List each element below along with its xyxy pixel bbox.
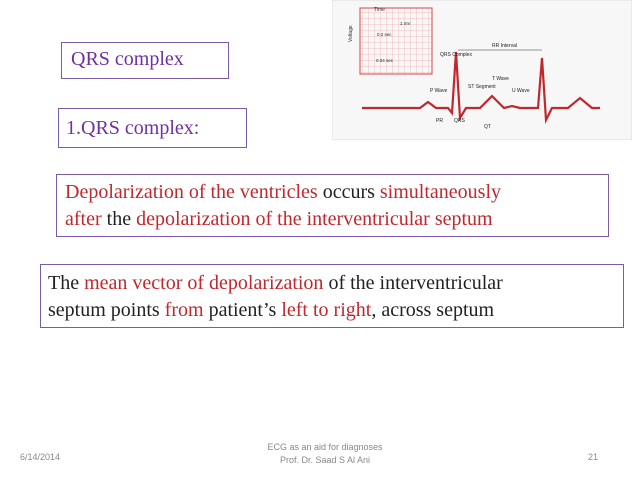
depolarization-text-box	[56, 174, 609, 237]
slide-title-box	[61, 42, 229, 79]
ecg-st-label: ST Segment	[468, 84, 496, 90]
footer-center-line2: Prof. Dr. Saad S Al Ani	[279, 455, 371, 465]
para1-span-4: after	[65, 208, 102, 230]
ecg-qrs-complex-label: QRS Complex	[440, 52, 472, 58]
ecg-qrs-label: QRS	[454, 118, 465, 124]
para1-span-5: the	[101, 208, 137, 230]
para2-span-8: , across septum	[371, 299, 495, 321]
section-heading: 1.QRS complex:	[66, 117, 200, 139]
para2-span-4: septum points	[48, 299, 165, 321]
slide-title: QRS complex	[71, 48, 184, 70]
para2-span-5: from	[164, 299, 204, 321]
para2-span-7: left to right	[281, 299, 372, 321]
ecg-pwave-label: P Wave	[430, 88, 448, 94]
footer-date: 6/14/2014	[20, 452, 61, 462]
footer-center	[240, 441, 410, 467]
footer-center-line1: ECG as an aid for diagnoses	[267, 442, 383, 452]
ecg-rr-label: RR Interval	[492, 43, 518, 49]
ecg-twave-label: T Wave	[492, 76, 509, 82]
para1-span-1: Depolarization of the ventricles	[65, 181, 318, 203]
para2-span-1: The	[48, 272, 85, 294]
ecg-02sec-label: 0.2 sec	[377, 32, 392, 37]
para1-span-2: occurs	[317, 181, 380, 203]
para1-span-6: depolarization of the interventricular septum	[136, 208, 493, 230]
ecg-pr-label: PR	[436, 118, 443, 124]
para1-span-3: simultaneously	[379, 181, 501, 203]
ecg-mv-label: 1 mV	[400, 21, 411, 26]
para2-span-2: mean vector of depolarization	[84, 272, 324, 294]
ecg-uwave-label: U Wave	[512, 88, 530, 94]
para2-span-3: of the interventricular	[323, 272, 503, 294]
ecg-voltage-label: Voltage	[348, 25, 354, 42]
footer-page-number: 21	[588, 452, 599, 462]
ecg-time-label: Time	[374, 7, 385, 13]
ecg-grid	[360, 8, 432, 74]
ecg-diagram	[332, 0, 632, 140]
ecg-qt-label: QT	[484, 124, 491, 130]
ecg-004sec-label: 0.04 sec	[376, 58, 394, 63]
para2-span-6: patient’s	[203, 299, 282, 321]
mean-vector-text-box	[40, 264, 624, 328]
section-heading-box	[58, 108, 247, 148]
